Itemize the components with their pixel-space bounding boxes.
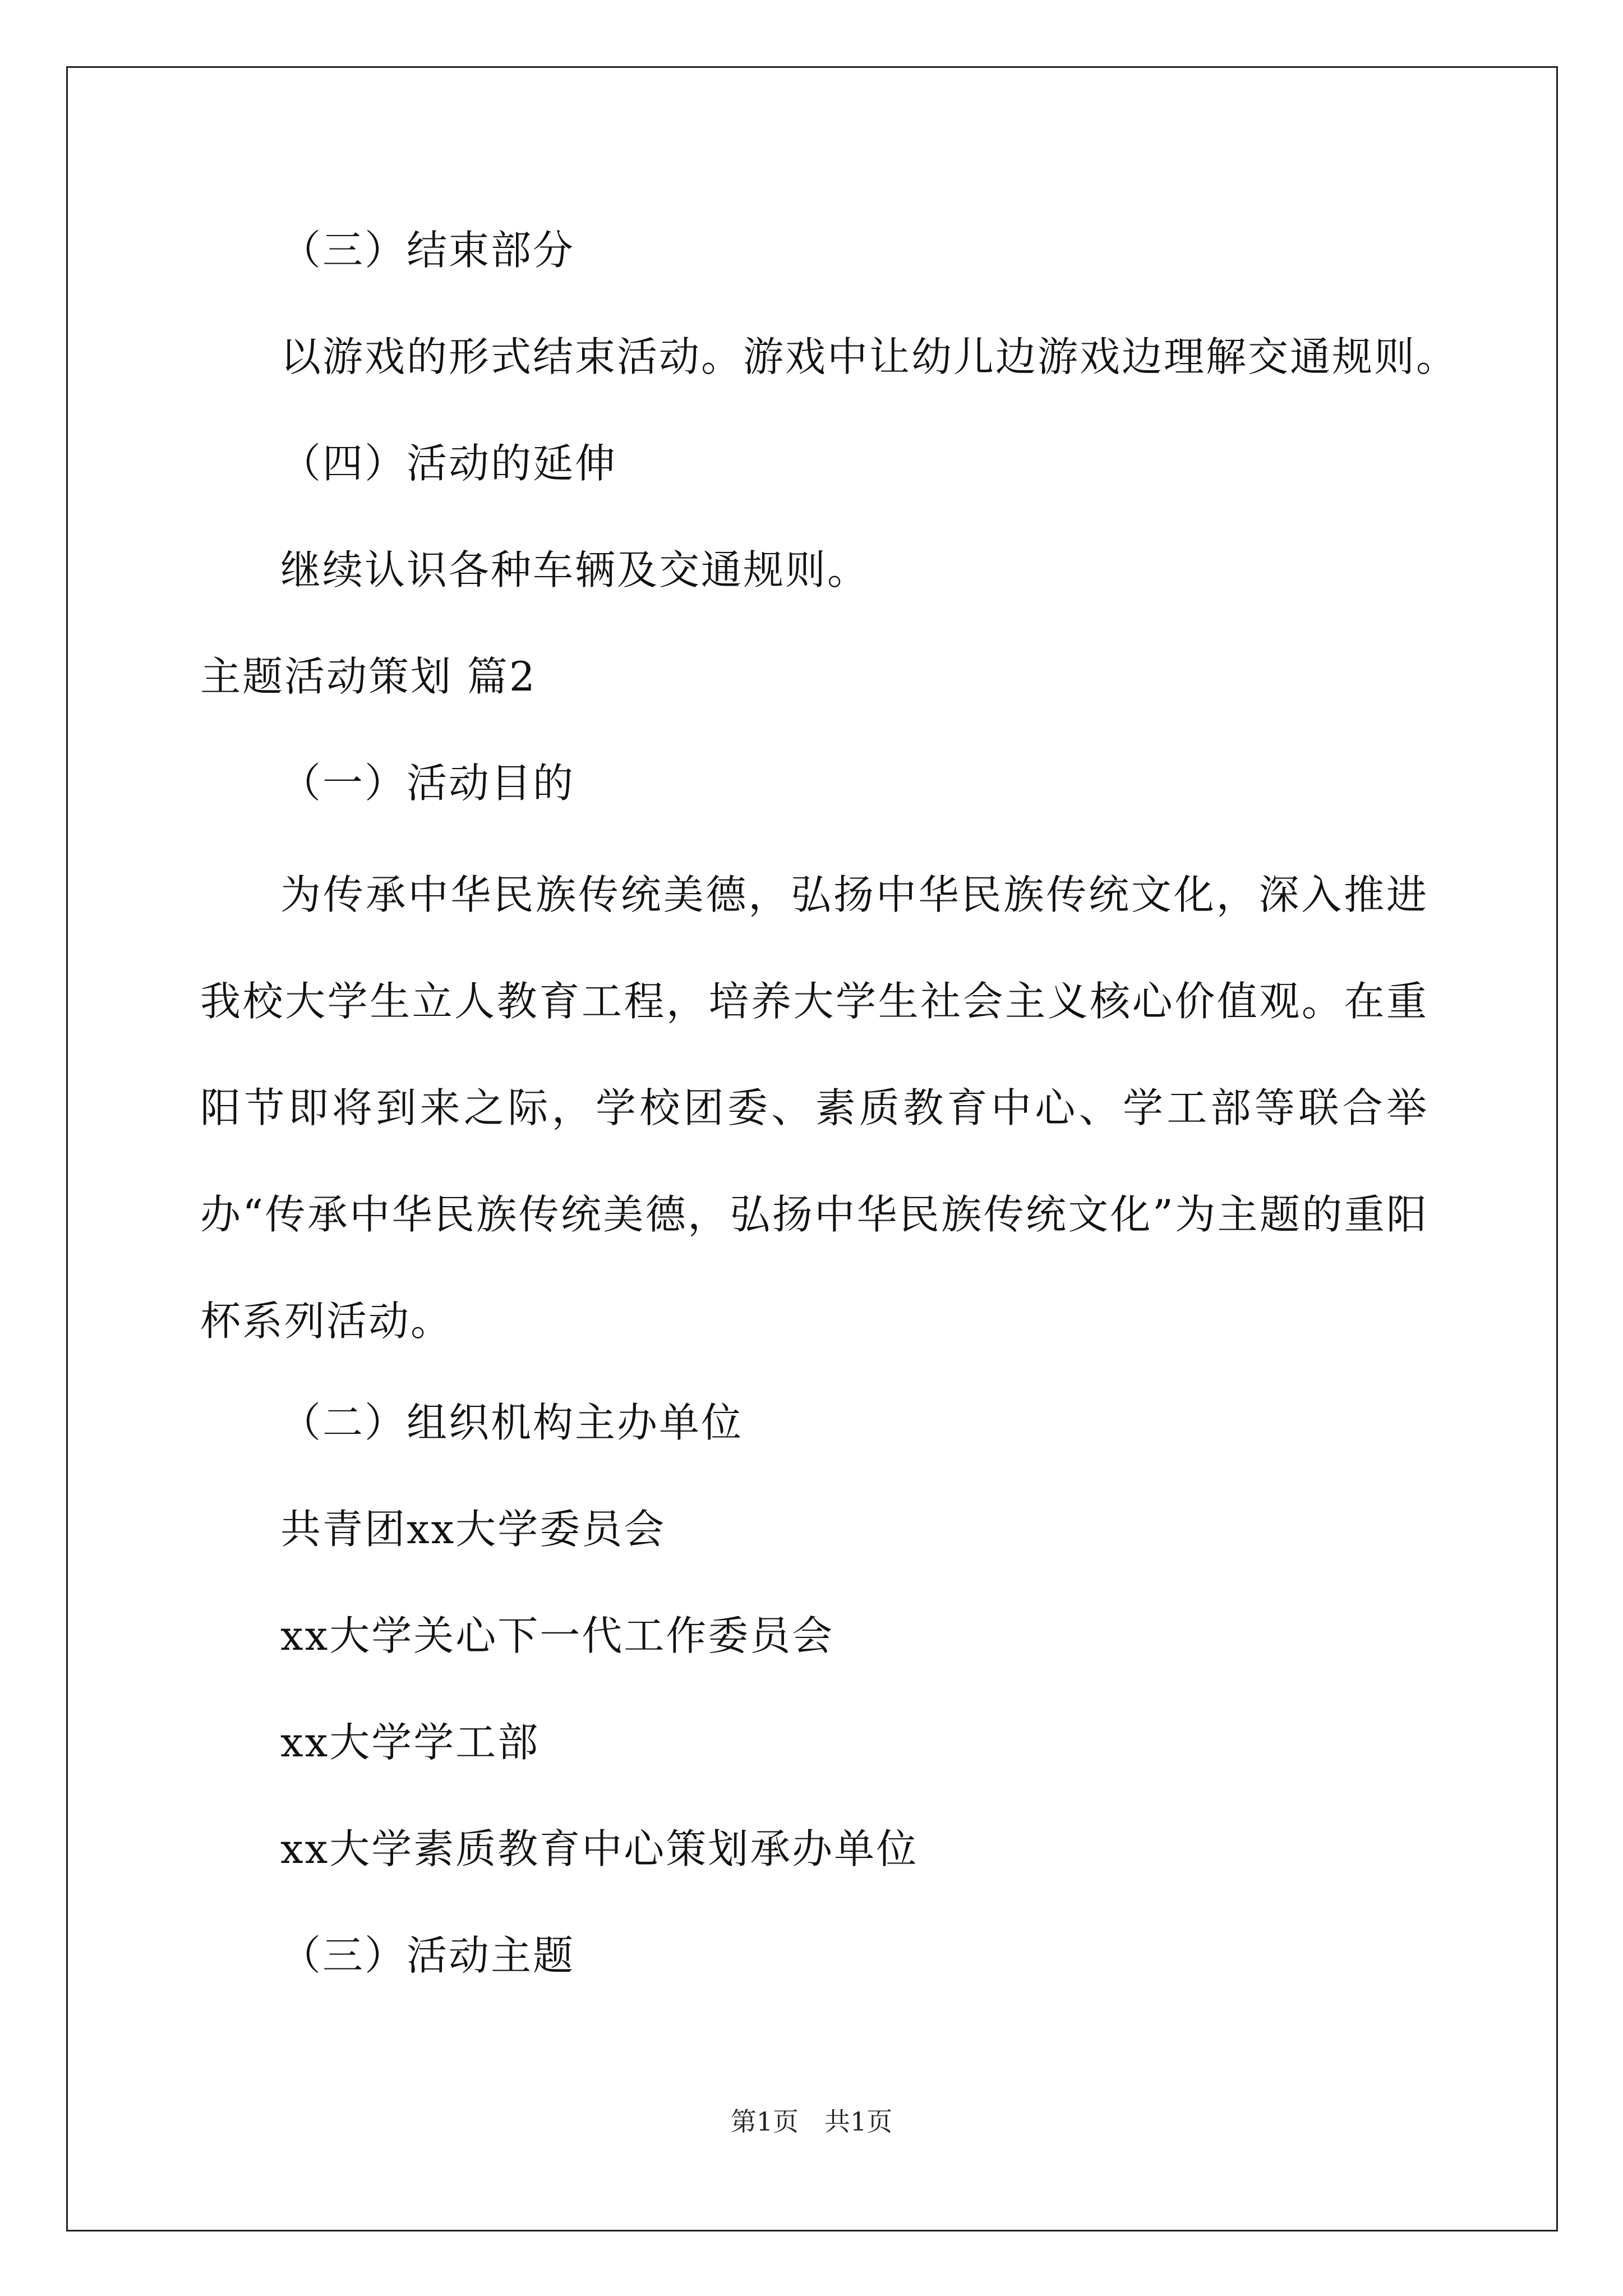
section-heading-organizers: （二）组织机构主办单位 [280, 1399, 744, 1446]
organizer-item: xx大学学工部 [280, 1719, 540, 1766]
organizer-item: xx大学关心下一代工作委员会 [280, 1612, 834, 1659]
section-heading-extension: （四）活动的延伸 [280, 440, 617, 487]
organizer-item: 共青团xx大学委员会 [280, 1506, 666, 1553]
article-title: 主题活动策划 篇2 [200, 653, 537, 700]
section-heading-conclusion: （三）结束部分 [280, 227, 575, 274]
purpose-paragraph: 为传承中华民族传统美德，弘扬中华民族传统文化，深入推进我校大学生立人教育工程，培养大学生社会主义核心价值观。在重阳节即将到来之际，学校团委、素质教育中心、学工部等联合举办“传承中华民族传统美德，弘扬中华民族传统文化”为主题的重阳杯系列活动。 [200, 871, 1428, 1345]
page-footer: 第1页 共1页 [730, 2106, 893, 2137]
conclusion-text: 以游戏的形式结束活动。游戏中让幼儿边游戏边理解交通规则。 [280, 333, 1459, 380]
organizer-item: xx大学素质教育中心策划承办单位 [280, 1825, 919, 1872]
section-heading-purpose: （一）活动目的 [280, 760, 575, 807]
extension-text: 继续认识各种车辆及交通规则。 [280, 546, 870, 593]
section-heading-theme: （三）活动主题 [280, 1932, 575, 1979]
